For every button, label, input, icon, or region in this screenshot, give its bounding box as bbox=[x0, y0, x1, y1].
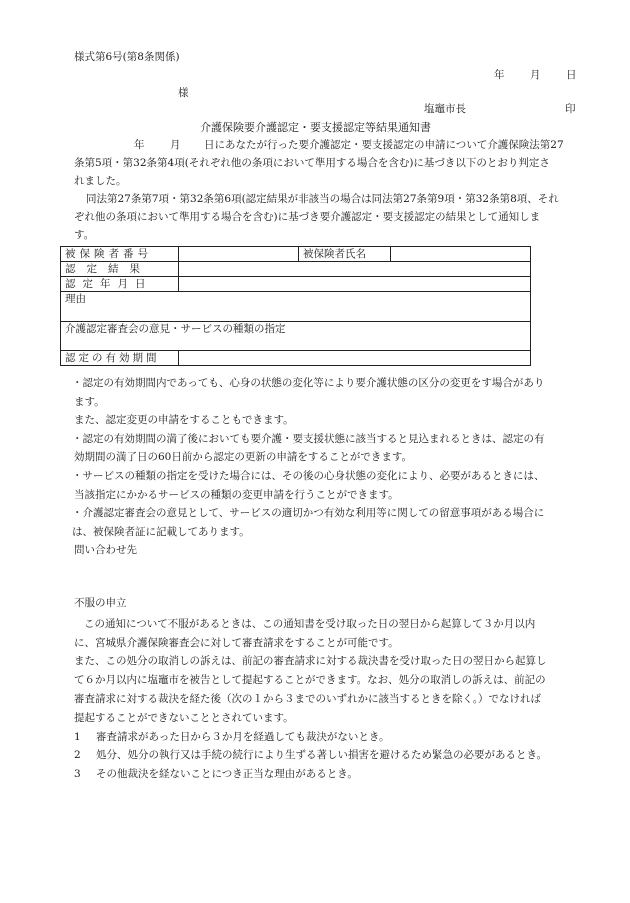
note-line: ・介護認定審査会の意見として、サービスの適切かつ有効な利用等に関しての留意事項がある場合に bbox=[72, 507, 545, 520]
insured-number-value bbox=[179, 247, 299, 262]
date-year-label: 年 bbox=[494, 69, 505, 81]
table-row bbox=[61, 322, 531, 351]
document-title: 介護保険要介護認定・要支援認定等結果通知書 bbox=[200, 121, 431, 134]
item-text: その他裁決を経ないことにつき正当な理由があるとき。 bbox=[96, 768, 358, 781]
intro-line-3: れました。 bbox=[74, 175, 127, 187]
intro-line-4: 同法第27条第7項・第32条第6項(認定結果が非該当の場合は同法第27条第9項・第32条第8項、それ bbox=[86, 193, 559, 205]
insured-name-label: 被保険者氏名 bbox=[299, 247, 391, 262]
item-text: 処分、処分の執行又は手続の続行により生ずる著しい損害を避けるため緊急の必要があるとき。 bbox=[96, 749, 548, 762]
reason-label: 理由 bbox=[65, 293, 86, 305]
date-value bbox=[179, 277, 531, 292]
issuer-seal: 印 bbox=[565, 103, 576, 115]
issuer-name: 塩竈市長 bbox=[424, 103, 466, 115]
result-table bbox=[60, 246, 531, 366]
objection-heading: 不服の申立 bbox=[74, 597, 127, 609]
table-row bbox=[61, 277, 531, 292]
objection-section bbox=[74, 594, 608, 784]
objection-line: に、宮城県介護保険審査会に対して審査請求をすることが可能です。 bbox=[74, 636, 399, 649]
table-row bbox=[61, 247, 531, 262]
inquiry-label: 問い合わせ先 bbox=[74, 544, 137, 557]
objection-line: この通知について不服があるときは、この通知書を受け取った日の翌日から起算して３か月以内 bbox=[84, 617, 536, 630]
insured-number-label: 被保険者番号 bbox=[61, 247, 179, 262]
item-text: 審査請求があった日から３か月を経過しても裁決がないとき。 bbox=[96, 730, 390, 743]
date-month-label: 月 bbox=[530, 69, 541, 81]
note-line: ・サービスの種類の指定を受けた場合には、その後の心身状態の変化により、必要があるときには、 bbox=[72, 469, 545, 482]
intro-line-2: 条第5項・第32条第4項(それぞれ他の条項において準用する場合を含む)に基づき以下のとおり判定さ bbox=[74, 157, 550, 169]
intro-line-5: ぞれ他の条項において準用する場合を含む)に基づき要介護認定・要支援認定の結果として通知しま bbox=[74, 211, 541, 223]
intro-year: 年 bbox=[134, 139, 145, 151]
form-number: 様式第6号(第8条関係) bbox=[74, 51, 180, 63]
note-line: ・認定の有効期間内であっても、心身の状態の変化等により要介護状態の区分の変更をす場合があり bbox=[72, 377, 545, 389]
intro-line-6: す。 bbox=[74, 229, 95, 241]
table-row bbox=[61, 292, 531, 322]
objection-line: また、この処分の取消しの訴えは、前記の審査請求に対する裁決書を受け取った日の翌日から起算し bbox=[74, 655, 547, 668]
note-line: ます。 bbox=[74, 395, 105, 408]
note-line: 効期間の満了日の60日前から認定の更新の申請をすることができます。 bbox=[74, 451, 413, 464]
reason-cell bbox=[61, 292, 531, 322]
intro-line-1: 日にあなたが行った要介護認定・要支援認定の申請について介護保険法第27 bbox=[204, 139, 564, 151]
item-number: 2 bbox=[74, 749, 81, 762]
insured-name-value bbox=[391, 247, 531, 262]
notes-section bbox=[72, 374, 608, 560]
result-value bbox=[179, 262, 531, 277]
table-row bbox=[61, 351, 531, 366]
validity-label: 認定の有効期間 bbox=[61, 351, 179, 366]
objection-line: 提起することができないこととされています。 bbox=[74, 711, 294, 724]
objection-item bbox=[74, 746, 608, 765]
validity-value bbox=[179, 351, 531, 366]
item-number: 1 bbox=[74, 730, 81, 743]
note-line: また、認定変更の申請をすることもできます。 bbox=[74, 414, 294, 427]
opinion-label: 介護認定審査会の意見・サービスの種類の指定 bbox=[65, 323, 286, 335]
recipient-suffix: 様 bbox=[178, 87, 189, 99]
objection-line: 審査請求に対する裁決を経た後（次の１から３までのいずれかに該当するときを除く。）でなければ bbox=[74, 692, 542, 705]
objection-line: て６か月以内に塩竈市を被告として提起することができます。なお、処分の取消しの訴えは、前記の bbox=[74, 674, 546, 687]
date-label: 認定年月日 bbox=[61, 277, 179, 292]
note-line: ・認定の有効期間の満了後においても要介護・要支援状態に該当すると見込まれるときは、認定の有 bbox=[72, 432, 545, 445]
table-row bbox=[61, 262, 531, 277]
objection-item bbox=[74, 765, 608, 784]
date-day-label: 日 bbox=[566, 69, 577, 81]
note-line: は、被保険者証に記載してあります。 bbox=[72, 525, 250, 538]
note-line: 当該指定にかかるサービスの種類の変更申請を行うことができます。 bbox=[74, 488, 399, 501]
opinion-cell bbox=[61, 322, 531, 351]
result-label: 認定結果 bbox=[61, 262, 179, 277]
item-number: 3 bbox=[74, 768, 81, 781]
intro-month: 月 bbox=[170, 139, 181, 151]
objection-item bbox=[74, 728, 608, 747]
